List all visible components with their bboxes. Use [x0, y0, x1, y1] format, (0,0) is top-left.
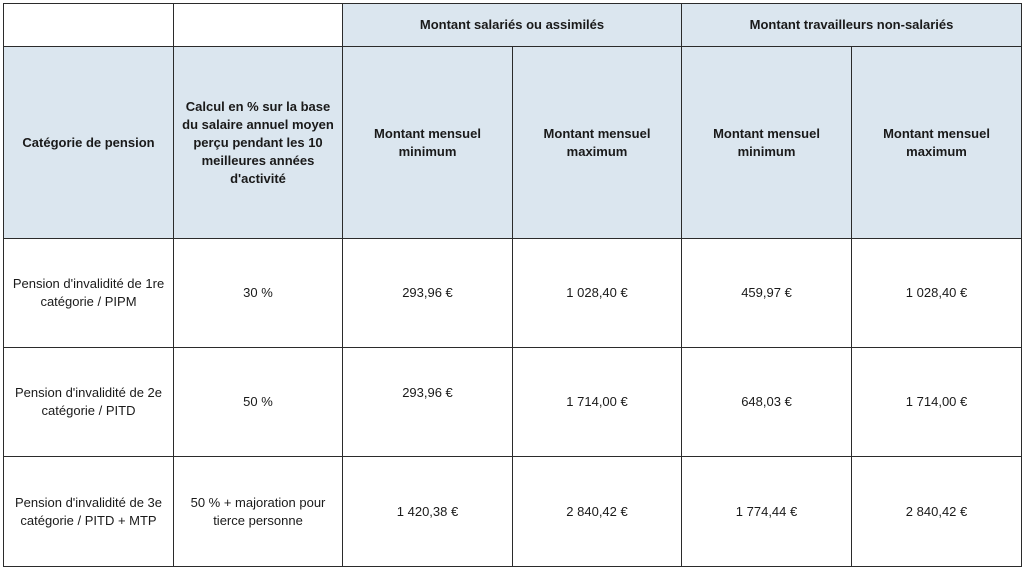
- cell-max-salaries: 2 840,42 €: [513, 457, 682, 567]
- header-calcul: Calcul en % sur la base du salaire annuel moyen perçu pendant les 10 meilleures années d'activité: [174, 47, 343, 239]
- pension-table: [3, 3, 1022, 567]
- cell-category: Pension d'invalidité de 2e catégorie / PITD: [4, 348, 174, 457]
- cell-calcul: 50 %: [174, 348, 343, 457]
- cell-min-non-salaries: 459,97 €: [682, 239, 852, 348]
- cell-max-non-salaries: 2 840,42 €: [852, 457, 1022, 567]
- header-max-salaries: Montant mensuel maximum: [513, 47, 682, 239]
- table-row: [4, 239, 1022, 348]
- cell-calcul: 30 %: [174, 239, 343, 348]
- cell-min-salaries: 293,96 €: [343, 239, 513, 348]
- cell-min-salaries: 293,96 €: [343, 348, 513, 457]
- blank-corner-cell: [4, 4, 174, 47]
- cell-min-non-salaries: 1 774,44 €: [682, 457, 852, 567]
- cell-max-non-salaries: 1 714,00 €: [852, 348, 1022, 457]
- cell-category: Pension d'invalidité de 3e catégorie / PITD + MTP: [4, 457, 174, 567]
- group-header-non-salaries: Montant travailleurs non-salariés: [682, 4, 1022, 47]
- table-row: [4, 457, 1022, 567]
- header-min-non-salaries: Montant mensuel minimum: [682, 47, 852, 239]
- cell-min-non-salaries: 648,03 €: [682, 348, 852, 457]
- column-header-row: [4, 47, 1022, 239]
- table-row: [4, 348, 1022, 457]
- group-header-row: [4, 4, 1022, 47]
- cell-max-salaries: 1 714,00 €: [513, 348, 682, 457]
- group-header-salaries: Montant salariés ou assimilés: [343, 4, 682, 47]
- cell-max-non-salaries: 1 028,40 €: [852, 239, 1022, 348]
- header-category: Catégorie de pension: [4, 47, 174, 239]
- cell-max-salaries: 1 028,40 €: [513, 239, 682, 348]
- blank-corner-cell: [174, 4, 343, 47]
- header-min-salaries: Montant mensuel minimum: [343, 47, 513, 239]
- header-max-non-salaries: Montant mensuel maximum: [852, 47, 1022, 239]
- cell-min-salaries: 1 420,38 €: [343, 457, 513, 567]
- cell-category: Pension d'invalidité de 1re catégorie / PIPM: [4, 239, 174, 348]
- cell-calcul: 50 % + majoration pour tierce personne: [174, 457, 343, 567]
